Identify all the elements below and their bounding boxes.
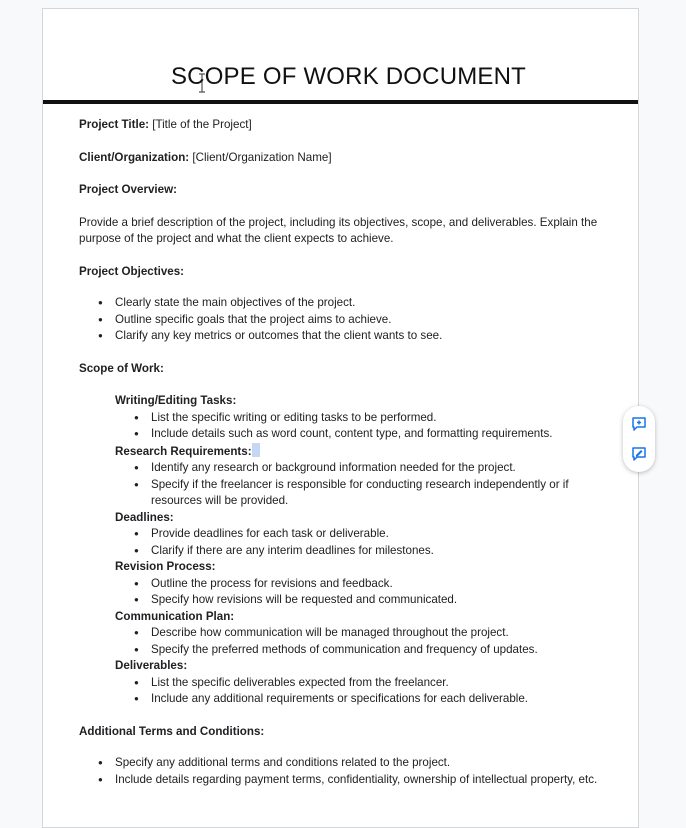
project-title-label: Project Title: — [79, 118, 150, 131]
suggest-edit-icon[interactable] — [631, 446, 647, 462]
list-item[interactable]: ● Outline the process for revisions and feedback. — [151, 576, 609, 593]
scope-section-heading[interactable]: Writing/Editing Tasks: — [115, 394, 237, 407]
client-label: Client/Organization: — [79, 150, 190, 164]
scope-section-list — [115, 576, 609, 609]
scope-section-heading[interactable] — [115, 443, 609, 461]
list-item[interactable]: ● Clearly state the main objectives of the project. — [115, 295, 609, 312]
scope-section-list — [115, 526, 609, 559]
client-line[interactable] — [79, 150, 609, 167]
document-page — [42, 8, 639, 828]
list-item[interactable]: ● Specify if the freelancer is responsible for conducting research independently or if resources will be provided. — [151, 477, 609, 510]
list-item[interactable]: ● List the specific deliverables expected from the freelancer. — [151, 675, 609, 692]
list-item[interactable]: ● Clarify if there are any interim deadlines for milestones. — [151, 543, 609, 560]
terms-list — [79, 755, 609, 788]
list-item[interactable]: ● Include any additional requirements or specifications for each deliverable. — [151, 691, 609, 708]
scope-section-heading[interactable]: Deadlines: — [115, 510, 174, 524]
document-body[interactable] — [79, 117, 609, 804]
list-item[interactable]: ● Specify the preferred methods of communication and frequency of updates. — [151, 642, 609, 659]
list-item[interactable]: ● Specify any additional terms and conditions related to the project. — [115, 755, 609, 772]
project-title-value: [Title of the Project] — [149, 118, 252, 131]
scope-section-list — [115, 410, 609, 443]
objectives-list — [79, 295, 609, 345]
overview-heading[interactable]: Project Overview: — [79, 183, 177, 196]
title-divider — [43, 100, 638, 104]
list-item[interactable]: ● Include details such as word count, content type, and formatting requirements. — [151, 426, 609, 443]
scope-heading[interactable]: Scope of Work: — [79, 361, 164, 375]
scope-section-heading[interactable]: Revision Process: — [115, 560, 216, 573]
client-value: [Client/Organization Name] — [189, 150, 332, 164]
list-item[interactable]: ● Describe how communication will be managed throughout the project. — [151, 625, 609, 642]
list-item[interactable]: ● Provide deadlines for each task or deliverable. — [151, 526, 609, 543]
add-comment-icon[interactable] — [631, 416, 647, 432]
selection-highlight — [252, 443, 260, 457]
list-item[interactable]: ● Include details regarding payment terms, confidentiality, ownership of intellectual property, etc. — [115, 772, 609, 789]
list-item[interactable]: ● List the specific writing or editing tasks to be performed. — [151, 410, 609, 427]
list-item[interactable]: ● Outline specific goals that the project aims to achieve. — [115, 312, 609, 329]
side-action-toolbar — [623, 406, 655, 472]
project-title-line[interactable] — [79, 117, 609, 134]
objectives-heading[interactable]: Project Objectives: — [79, 264, 185, 278]
scope-section-list — [115, 625, 609, 658]
title-block — [43, 63, 638, 91]
research-heading-text: Research Requirements: — [115, 444, 252, 458]
scope-sections — [115, 393, 609, 708]
scope-section-list — [115, 460, 609, 510]
scope-section-list — [115, 675, 609, 708]
terms-heading[interactable]: Additional Terms and Conditions: — [79, 724, 265, 738]
scope-section-heading[interactable]: Deliverables: — [115, 659, 188, 672]
document-title[interactable]: SCOPE OF WORK DOCUMENT — [170, 63, 527, 90]
list-item[interactable]: ● Clarify any key metrics or outcomes that the client wants to see. — [115, 328, 609, 345]
scope-section-heading[interactable]: Communication Plan: — [115, 609, 235, 623]
list-item[interactable]: ● Identify any research or background information needed for the project. — [151, 460, 609, 477]
overview-text[interactable]: Provide a brief description of the project, including its objectives, scope, and deliverables. Explain the purpose of the project and what the client expects to achieve. — [79, 215, 598, 245]
list-item[interactable]: ● Specify how revisions will be requested and communicated. — [151, 592, 609, 609]
